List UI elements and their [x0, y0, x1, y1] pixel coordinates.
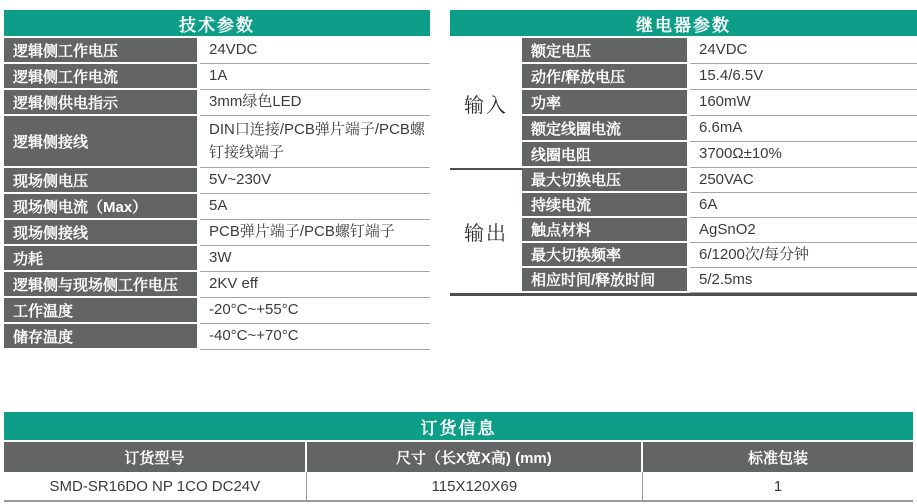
table-row: [4, 64, 430, 90]
spec-label: 现场侧电压: [4, 168, 197, 194]
spec-label: 现场侧电流（Max）: [4, 194, 197, 220]
table-row: [4, 194, 430, 220]
table-row: [522, 243, 917, 268]
spec-value: 3mm绿色LED: [200, 90, 430, 116]
spec-label: 线圈电阻: [522, 142, 687, 168]
table-row: [522, 268, 917, 293]
spec-label: 额定电压: [522, 38, 687, 64]
spec-value: 6/1200次/每分钟: [690, 243, 917, 268]
order-model-value: SMD-SR16DO NP 1CO DC24V: [4, 472, 307, 500]
spec-value: 24VDC: [690, 38, 917, 64]
table-row: [4, 168, 430, 194]
spec-label: 最大切换频率: [522, 243, 687, 268]
table-row: [522, 64, 917, 90]
table-row: [4, 472, 913, 502]
tech-params-title: 技术参数: [4, 10, 430, 36]
spec-label: 功耗: [4, 246, 197, 272]
spec-value: 250VAC: [690, 168, 917, 193]
table-row: [4, 116, 430, 168]
spec-label: 现场侧接线: [4, 220, 197, 246]
spec-label: 相应时间/释放时间: [522, 268, 687, 293]
column-header-size: 尺寸（长X宽X高) (mm): [307, 442, 643, 472]
relay-output-section: [450, 168, 917, 293]
spec-value: PCB弹片端子/PCB螺钉端子: [200, 220, 430, 246]
table-row: [522, 168, 917, 193]
spec-value: 3W: [200, 246, 430, 272]
relay-input-rows: [522, 38, 917, 168]
spec-value: 5A: [200, 194, 430, 220]
table-row: [4, 220, 430, 246]
spec-value: 15.4/6.5V: [690, 64, 917, 90]
relay-output-rows: [522, 168, 917, 293]
table-row: [4, 272, 430, 298]
table-row: [522, 116, 917, 142]
spec-value: 3700Ω±10%: [690, 142, 917, 168]
table-row: [522, 90, 917, 116]
relay-params-title: 继电器参数: [450, 10, 917, 36]
spec-label: 逻辑侧供电指示: [4, 90, 197, 116]
table-row: [4, 90, 430, 116]
spec-label: 逻辑侧接线: [4, 116, 197, 168]
spec-value: 160mW: [690, 90, 917, 116]
order-packaging-value: 1: [773, 477, 783, 495]
spec-label: 逻辑侧与现场侧工作电压: [4, 272, 197, 298]
spec-value: AgSnO2: [690, 218, 917, 243]
column-header-model: 订货型号: [4, 442, 307, 472]
spec-label: 逻辑侧工作电压: [4, 38, 197, 64]
spec-value: 1A: [200, 64, 430, 90]
table-row: [4, 38, 430, 64]
spec-label: 储存温度: [4, 324, 197, 350]
spec-label: 触点材料: [522, 218, 687, 243]
spec-value: DIN口连接/PCB弹片端子/PCB螺钉接线端子: [200, 116, 430, 168]
order-header-row: [4, 442, 913, 472]
order-info-title: 订货信息: [4, 412, 913, 440]
spec-value: -40°C~+70°C: [200, 324, 430, 350]
spec-value: -20°C~+55°C: [200, 298, 430, 324]
table-row: [4, 324, 430, 350]
tech-params-body: [4, 38, 430, 350]
spec-label: 逻辑侧工作电流: [4, 64, 197, 90]
relay-params-body: [450, 38, 917, 293]
spec-label: 额定线圈电流: [522, 116, 687, 142]
column-header-packaging: 标准包装: [643, 442, 913, 472]
spec-value: 24VDC: [200, 38, 430, 64]
table-row: [4, 246, 430, 272]
spec-value: 2KV eff: [200, 272, 430, 298]
spec-value: 5/2.5ms: [690, 268, 917, 293]
spec-label: 工作温度: [4, 298, 197, 324]
spec-value: 6A: [690, 193, 917, 218]
table-row: [522, 142, 917, 168]
spec-value: 6.6mA: [690, 116, 917, 142]
order-info-table: [4, 412, 913, 502]
table-row: [522, 38, 917, 64]
table-row: [522, 218, 917, 243]
spec-label: 功率: [522, 90, 687, 116]
table-row: [522, 193, 917, 218]
relay-params-table: [450, 10, 917, 296]
section-label-input: 输入: [450, 38, 522, 168]
tech-params-table: [4, 10, 430, 350]
spec-label: 最大切换电压: [522, 168, 687, 193]
relay-input-section: [450, 38, 917, 168]
order-size-value: 115X120X69: [307, 472, 643, 500]
spec-value: 5V~230V: [200, 168, 430, 194]
section-label-output: 输出: [450, 168, 522, 293]
spec-label: 持续电流: [522, 193, 687, 218]
spec-label: 动作/释放电压: [522, 64, 687, 90]
table-row: [4, 298, 430, 324]
